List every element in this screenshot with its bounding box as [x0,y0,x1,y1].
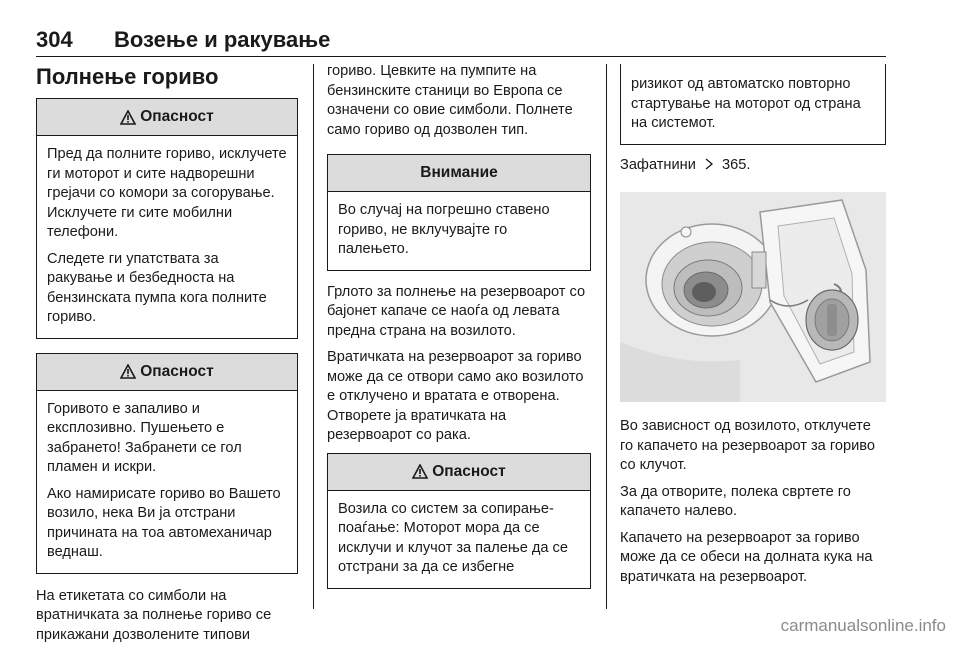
danger-box-continued [620,64,886,145]
column-divider [313,64,314,609]
danger-box-header [37,99,297,136]
danger-box-title: Опасност [432,462,506,480]
warning-triangle-icon [412,464,428,479]
danger-box-body [37,391,297,573]
column-right [620,64,886,594]
danger-text: ризикот од автоматско повторно стартување на моторот од страна на системот. [631,76,861,131]
column-left [36,98,298,652]
body-paragraph: Во зависност од возилото, отклучете го капачето на резервоарот за гориво со клучот. [620,418,875,473]
body-paragraph: Грлото за полнење на резервоарот со бајонет капаче се наоѓа од левата предна страна на возилото. [327,283,586,339]
danger-text: Ако намирисате гориво во Вашето возило, нека Ви ја отстрани причината на тоа автомеханичар веднаш. [47,485,281,560]
danger-box-title: Опасност [140,362,214,380]
danger-box-body [328,491,590,588]
caution-box-title: Внимание [420,164,498,182]
caution-text: Во случај на погрешно ставено гориво, не вклучувајте го палењето. [338,202,550,257]
section-heading: Полнење гориво [36,64,219,89]
page-number: 304 [36,27,73,52]
warning-triangle-icon [120,364,136,379]
danger-box-header [328,454,590,491]
page-header [36,22,886,57]
danger-box-body [37,136,297,338]
danger-box [36,353,298,574]
caution-box-header [328,155,590,192]
body-paragraph: гориво. Цевките на пумпите на бензинските станици во Европа се означени со овие симболи. Полнете само гориво од дозволен тип. [327,63,573,138]
danger-box [327,453,591,589]
caution-box [327,154,591,271]
danger-text: Следете ги упатствата за ракување и безбедноста на бензинската пумпа кога полните гориво. [47,250,267,325]
column-middle [327,62,591,601]
body-paragraph: За да отворите, полека свртете го капачето налево. [620,483,851,519]
column-divider [606,64,607,609]
caution-box-body [328,192,590,270]
danger-text: Горивото е запаливо и експлозивно. Пушењето е забрането! Забранети се гол пламен и искри. [47,400,242,475]
danger-text: Возила со систем за сопирање-поаѓање: Моторот мора да се исклучи и клучот за палење да се отстрани за да се избегне [338,500,568,575]
body-paragraph: На етикетата со симболи на вратничката за полнење гориво се прикажани дозволените типови [36,587,272,643]
reference-page: 365. [721,156,751,173]
warning-triangle-icon [120,110,136,125]
reference-label: Зафатнини [620,156,696,173]
fuel-filler-drawing [620,192,886,402]
page-reference-arrow-icon [703,158,715,170]
fuel-filler-illustration [620,192,886,402]
body-paragraph: Вратичката на резервоарот за гориво може да се отвори само ако возилото е отклучено и вратата е отворена. Отворете ја вратичката на резервоарот со рака. [327,349,584,443]
danger-box [36,98,298,339]
cross-reference [620,156,886,176]
danger-text: Пред да полните гориво, исклучете ги моторот и сите надворешни грејачи со комори за согорување. Исклучете ги сите мобилни телефони. [47,146,287,240]
watermark: carmanualsonline.info [780,616,946,635]
danger-box-title: Опасност [140,108,214,126]
running-title: Возење и ракување [114,27,331,52]
body-paragraph: Капачето на резервоарот за гориво може да се обеси на долната кука на вратичката на резервоарот. [620,529,873,585]
danger-box-header [37,354,297,391]
